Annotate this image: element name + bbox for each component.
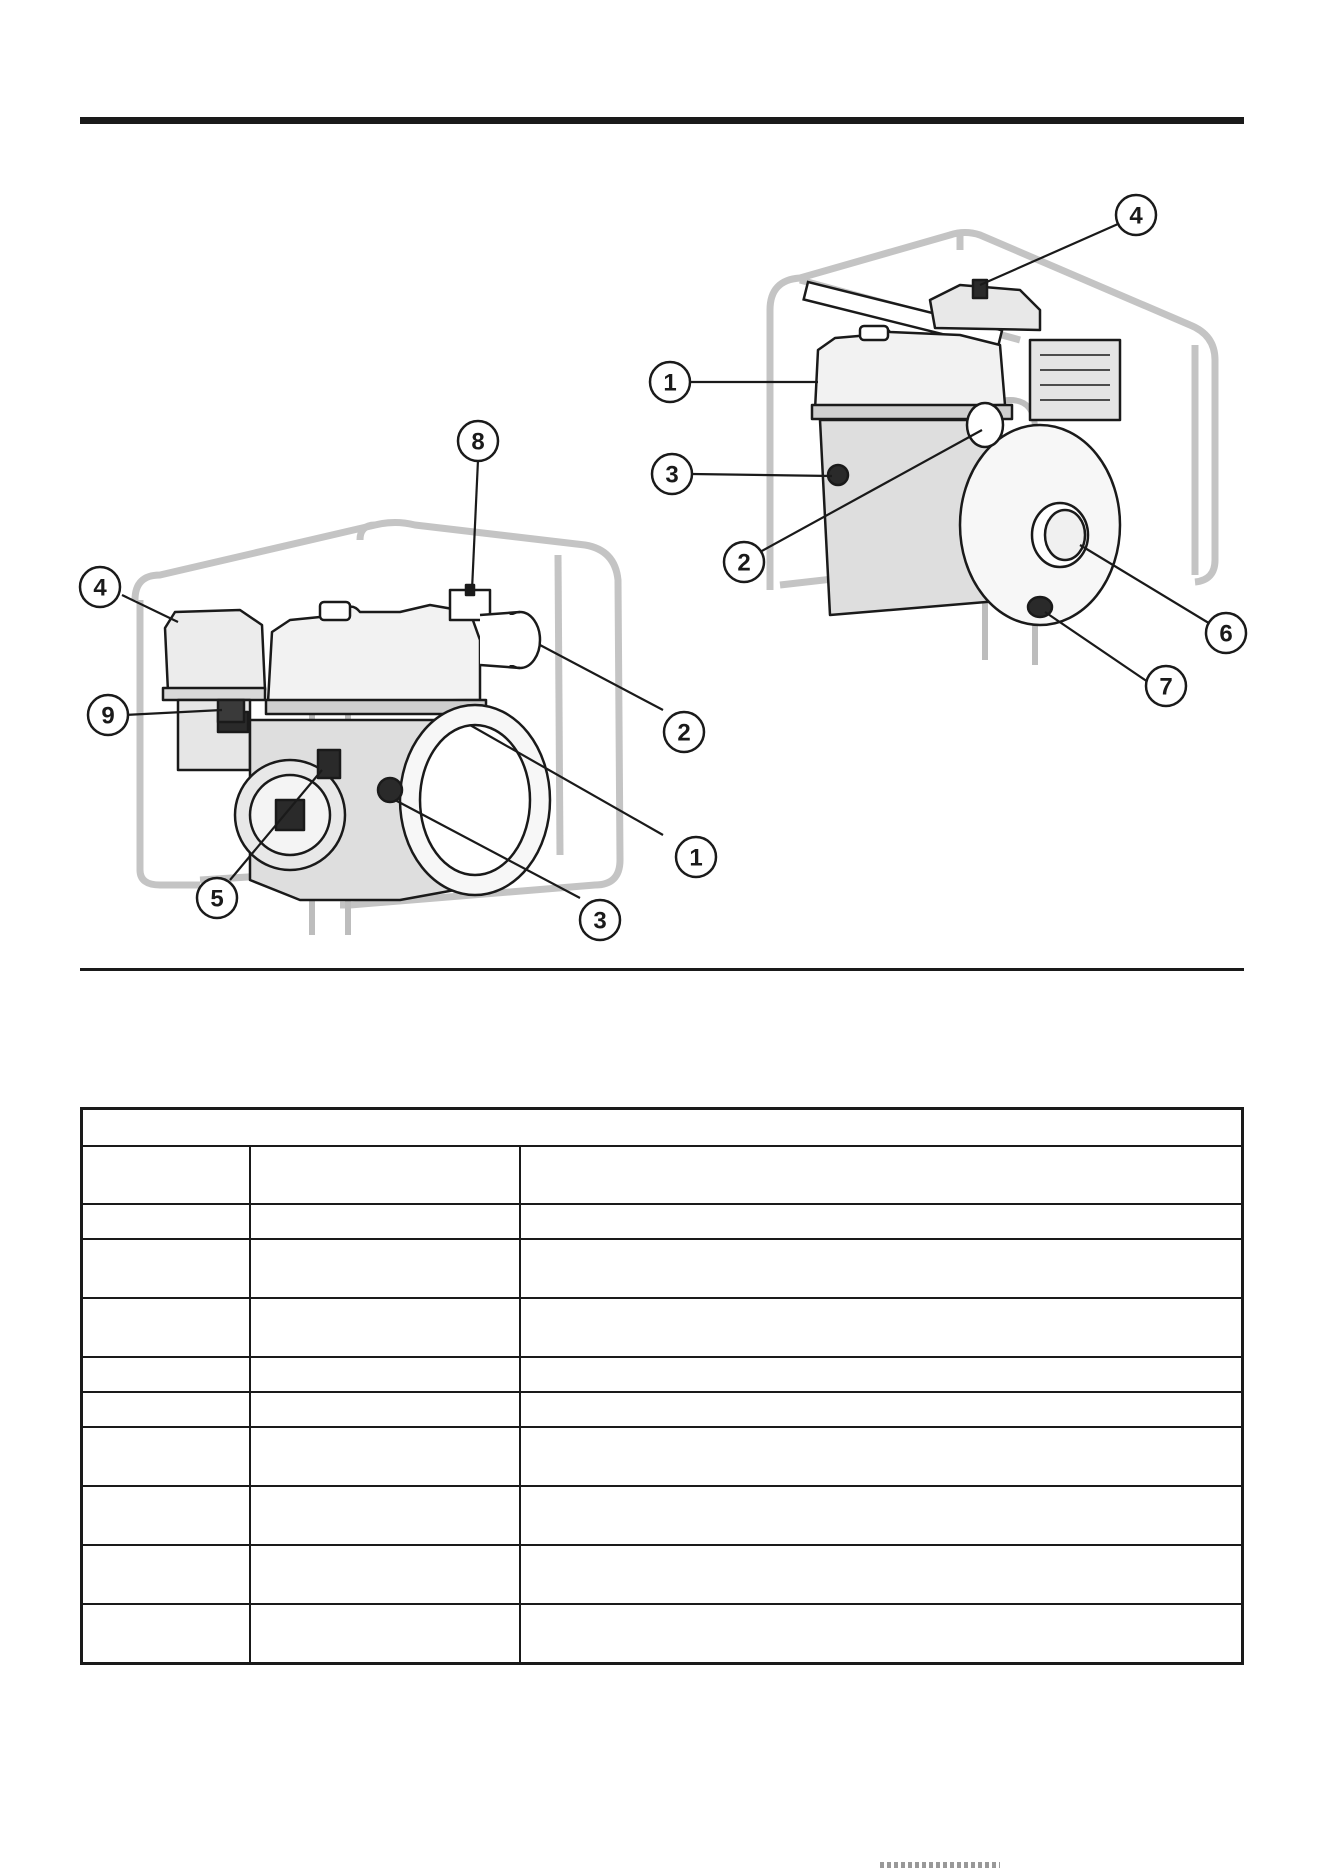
right-callout-3: 3 — [665, 461, 679, 489]
table-cell — [520, 1204, 1243, 1239]
table-cell — [520, 1239, 1243, 1298]
table-cell — [520, 1357, 1243, 1392]
table-cell — [520, 1298, 1243, 1357]
table-cell — [520, 1392, 1243, 1427]
footer-mark — [880, 1862, 1000, 1868]
right-callout-6: 6 — [1219, 620, 1233, 648]
left-pump-view — [80, 421, 716, 940]
table-cell — [520, 1427, 1243, 1486]
parts-table — [80, 1107, 1244, 1665]
left-callout-4: 4 — [93, 574, 107, 602]
table-cell — [250, 1486, 520, 1545]
table-cell — [520, 1486, 1243, 1545]
header-cell-1 — [82, 1146, 250, 1204]
table-row — [82, 1486, 1243, 1545]
table-cell — [250, 1604, 520, 1664]
table-cell — [250, 1427, 520, 1486]
section-rule — [80, 968, 1244, 971]
table-cell — [82, 1486, 250, 1545]
table-cell — [82, 1298, 250, 1357]
table-cell — [82, 1427, 250, 1486]
right-callout-4: 4 — [1129, 202, 1143, 230]
table-cell — [82, 1204, 250, 1239]
left-callout-9: 9 — [101, 702, 115, 730]
right-callout-2: 2 — [737, 549, 751, 577]
table-row — [82, 1604, 1243, 1664]
left-callout-2: 2 — [677, 719, 691, 747]
table-header-row — [82, 1146, 1243, 1204]
table-cell — [250, 1298, 520, 1357]
table-cell — [82, 1357, 250, 1392]
table-row — [82, 1545, 1243, 1604]
table-cell — [82, 1392, 250, 1427]
table-title-row — [82, 1109, 1243, 1147]
table-row — [82, 1204, 1243, 1239]
table-row — [82, 1427, 1243, 1486]
table-cell — [250, 1392, 520, 1427]
right-pump-view — [650, 195, 1246, 706]
table-cell — [82, 1545, 250, 1604]
table-cell — [250, 1357, 520, 1392]
table-cell — [250, 1545, 520, 1604]
table-row — [82, 1298, 1243, 1357]
left-callout-8: 8 — [471, 428, 485, 456]
table-cell — [250, 1204, 520, 1239]
left-callout-3: 3 — [593, 907, 607, 935]
table-cell — [520, 1604, 1243, 1664]
table-row — [82, 1392, 1243, 1427]
table-title — [82, 1109, 1243, 1147]
table-row — [82, 1357, 1243, 1392]
table-cell — [520, 1545, 1243, 1604]
header-cell-2 — [250, 1146, 520, 1204]
left-callout-1: 1 — [689, 844, 703, 872]
table-row — [82, 1239, 1243, 1298]
table-cell — [82, 1604, 250, 1664]
left-callout-5: 5 — [210, 885, 224, 913]
header-cell-3 — [520, 1146, 1243, 1204]
right-callout-1: 1 — [663, 369, 677, 397]
table-cell — [82, 1239, 250, 1298]
table-cell — [250, 1239, 520, 1298]
right-callout-7: 7 — [1159, 673, 1173, 701]
